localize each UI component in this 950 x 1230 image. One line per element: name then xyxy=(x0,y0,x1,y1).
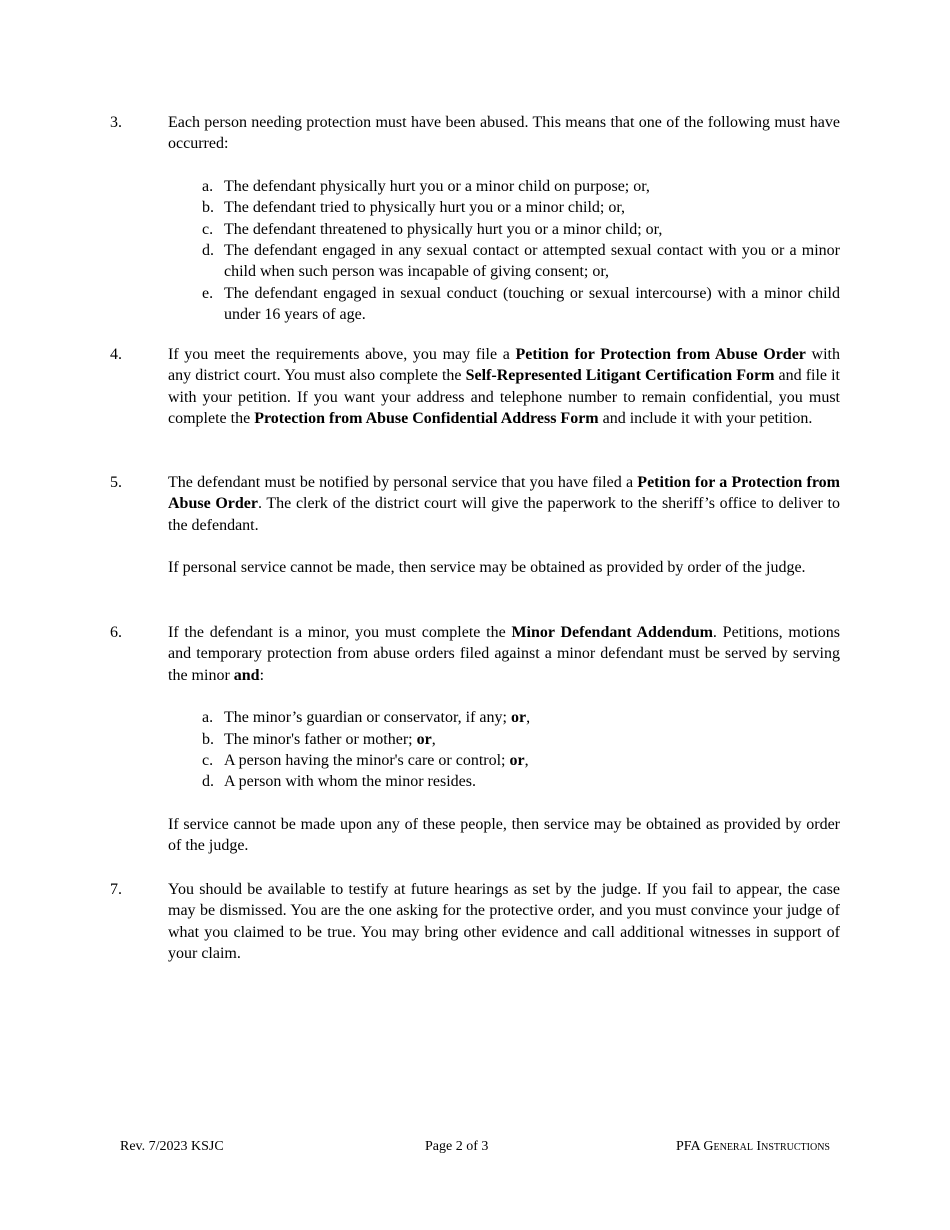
instruction-item-6 xyxy=(110,622,840,857)
sub-item-a: a. The defendant physically hurt you or a minor child on purpose; or, xyxy=(202,177,650,195)
sub-item-c: c. A person having the minor's care or control; or, xyxy=(202,752,529,770)
sub-list xyxy=(168,707,840,793)
instruction-item-3 xyxy=(110,112,840,326)
sub-item-d: d. The defendant engaged in any sexual contact or attempted sexual contact with you or a minor child when such person was incapable of giving consent; or, xyxy=(202,242,840,281)
footer-revision: Rev. 7/2023 KSJC xyxy=(120,1139,224,1154)
item-number: 5. xyxy=(110,474,122,491)
item-text: You should be available to testify at future hearings as set by the judge. If you fail to appear, the case may be dismissed. You are the one asking for the protective order, and you must convince your judge of what you claimed to be true. You may bring other evidence and call additional witnesses in support of your claim. xyxy=(168,881,840,963)
sub-item-c: c. The defendant threatened to physically hurt you or a minor child; or, xyxy=(202,220,663,238)
sub-item-a: a. The minor’s guardian or conservator, if any; or, xyxy=(202,709,531,727)
instruction-item-5 xyxy=(110,472,840,579)
item-text: If you meet the requirements above, you may file a Petition for Protection from Abuse Order with any district court. You must also complete the Self-Represented Litigant Certification Form and file it with your petition. If you want your address and telephone number to remain confidential, you must complete the Protection from Abuse Confidential Address Form and include it with your petition. xyxy=(168,346,840,428)
form-name-minor-addendum: Minor Defendant Addendum xyxy=(511,624,713,641)
item-text: If the defendant is a minor, you must complete the Minor Defendant Addendum. Petitions, motions and temporary protection from abuse orders filed against a minor defendant must be served by serving the minor and: xyxy=(168,624,840,684)
sub-item-d: d. A person with whom the minor resides. xyxy=(202,773,476,791)
form-name-petition: Petition for a Protection from Abuse Order xyxy=(168,474,841,513)
sub-item-e: e. The defendant engaged in sexual conduct (touching or sexual intercourse) with a minor child under 16 years of age. xyxy=(202,284,840,324)
footer-document-title: PFA General Instructions xyxy=(676,1139,830,1154)
footer-page-number: Page 2 of 3 xyxy=(425,1139,489,1154)
item-text-secondary: If personal service cannot be made, then service may be obtained as provided by order of the judge. xyxy=(168,559,806,577)
item-number: 7. xyxy=(110,881,122,898)
form-name-confidential-address: Protection from Abuse Confidential Address Form xyxy=(254,410,599,428)
sub-item-b: b. The defendant tried to physically hurt you or a minor child; or, xyxy=(202,199,626,217)
form-name-certification: Self-Represented Litigant Certification Form xyxy=(465,367,775,385)
instruction-item-4 xyxy=(110,344,840,430)
item-text-secondary: If service cannot be made upon any of these people, then service may be obtained as provided by order of the judge. xyxy=(168,815,840,855)
item-number: 6. xyxy=(110,624,122,641)
item-number: 3. xyxy=(110,114,122,131)
sub-list xyxy=(168,176,840,326)
instruction-item-7 xyxy=(110,879,840,965)
sub-item-b: b. The minor's father or mother; or, xyxy=(202,730,436,748)
form-name-petition: Petition for Protection from Abuse Order xyxy=(515,346,806,363)
item-text: The defendant must be notified by personal service that you have filed a Petition for a Protection from Abuse Order. The clerk of the district court will give the paperwork to the sheriff’s office to deliver to the defendant. xyxy=(168,474,841,534)
item-text: Each person needing protection must have been abused. This means that one of the following must have occurred: xyxy=(168,114,840,153)
item-number: 4. xyxy=(110,346,122,363)
